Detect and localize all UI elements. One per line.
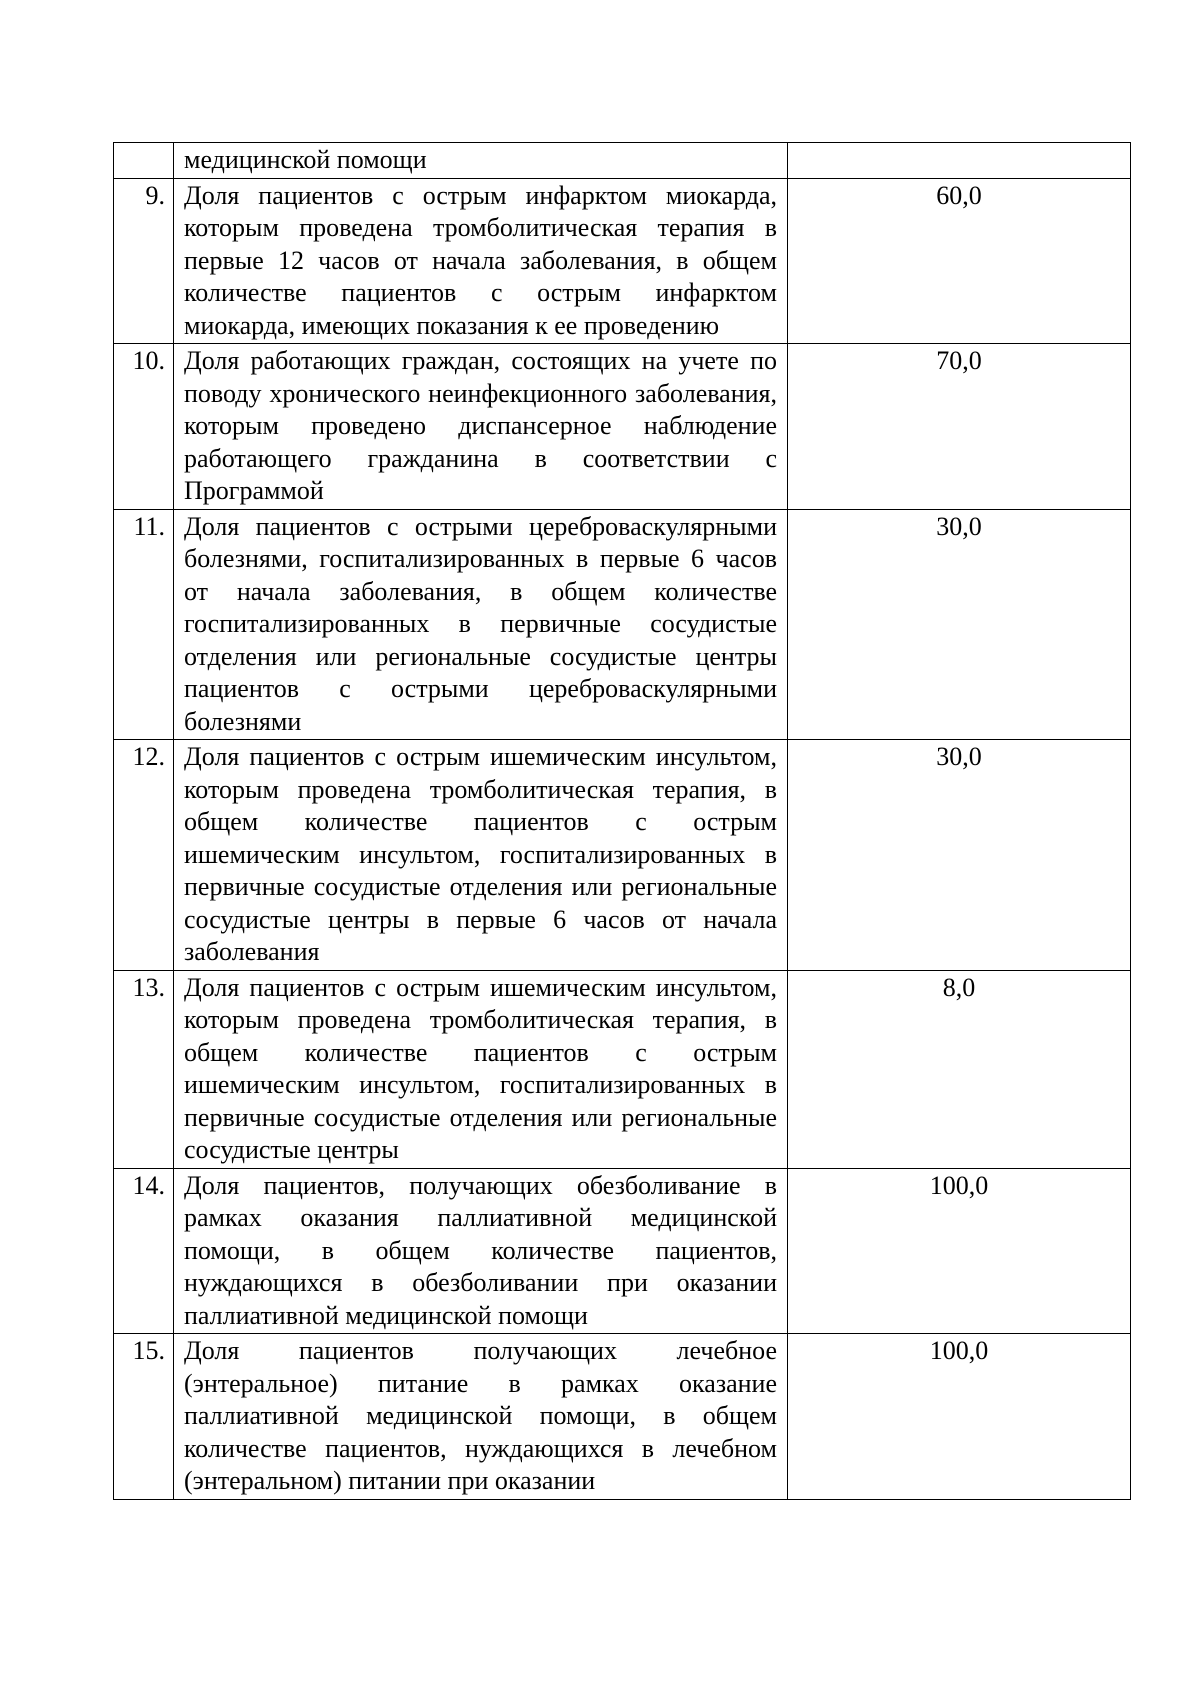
row-number: 15. xyxy=(114,1334,174,1500)
indicators-table xyxy=(113,142,1131,1500)
indicator-text: Доля пациентов с острым ишемическим инсультом, которым проведена тромболитическая терапия, в общем количестве пациентов с острым ишемическим инсультом, госпитализированных в первичные сосудистые отделения или региональные сосудистые центры в первые 6 часов от начала заболевания xyxy=(174,740,788,971)
indicator-text: Доля пациентов с острым ишемическим инсультом, которым проведена тромболитическая терапия, в общем количестве пациентов с острым ишемическим инсультом, госпитализированных в первичные сосудистые отделения или региональные сосудистые центры xyxy=(174,970,788,1168)
table-row xyxy=(114,1168,1131,1334)
row-number xyxy=(114,143,174,179)
indicator-text: Доля пациентов с острым инфарктом миокарда, которым проведена тромболитическая терапия в первые 12 часов от начала заболевания, в общем количестве пациентов с острым инфарктом миокарда, имеющих показания к ее проведению xyxy=(174,178,788,344)
row-number: 13. xyxy=(114,970,174,1168)
indicator-text: Доля пациентов с острыми цереброваскулярными болезнями, госпитализированных в первые 6 часов от начала заболевания, в общем количестве госпитализированных в первичные сосудистые отделения или региональные сосудистые центры пациентов с острыми цереброваскулярными болезнями xyxy=(174,509,788,740)
table-row xyxy=(114,970,1131,1168)
indicator-value: 100,0 xyxy=(788,1334,1131,1500)
indicator-value: 70,0 xyxy=(788,344,1131,510)
indicator-value: 30,0 xyxy=(788,740,1131,971)
indicator-text: медицинской помощи xyxy=(174,143,788,179)
table-row xyxy=(114,178,1131,344)
indicator-value xyxy=(788,143,1131,179)
table-row xyxy=(114,740,1131,971)
row-number: 11. xyxy=(114,509,174,740)
row-number: 9. xyxy=(114,178,174,344)
indicator-text: Доля пациентов, получающих обезболивание в рамках оказания паллиативной медицинской помощи, в общем количестве пациентов, нуждающихся в обезболивании при оказании паллиативной медицинской помощи xyxy=(174,1168,788,1334)
table-row xyxy=(114,143,1131,179)
indicator-text: Доля пациентов получающих лечебное (энтеральное) питание в рамках оказание паллиативной медицинской помощи, в общем количестве пациентов, нуждающихся в лечебном (энтеральном) питании при оказании xyxy=(174,1334,788,1500)
table-row xyxy=(114,509,1131,740)
indicator-value: 60,0 xyxy=(788,178,1131,344)
row-number: 14. xyxy=(114,1168,174,1334)
row-number: 12. xyxy=(114,740,174,971)
table-row xyxy=(114,1334,1131,1500)
indicator-value: 8,0 xyxy=(788,970,1131,1168)
indicator-value: 30,0 xyxy=(788,509,1131,740)
indicator-value: 100,0 xyxy=(788,1168,1131,1334)
indicator-text: Доля работающих граждан, состоящих на учете по поводу хронического неинфекционного заболевания, которым проведено диспансерное наблюдение работающего гражданина в соответствии с Программой xyxy=(174,344,788,510)
row-number: 10. xyxy=(114,344,174,510)
table-row xyxy=(114,344,1131,510)
